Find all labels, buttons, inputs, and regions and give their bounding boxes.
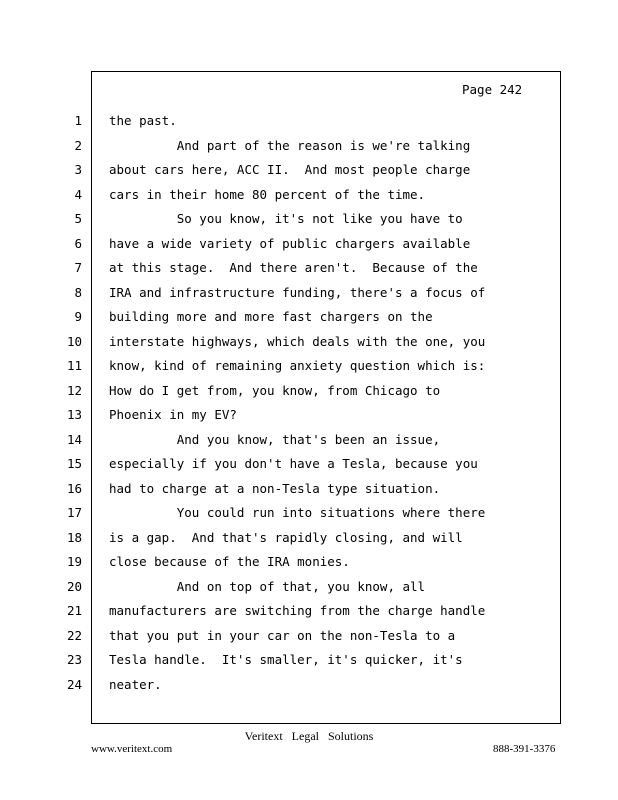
transcript-line: manufacturers are switching from the charge handle (109, 603, 486, 618)
line-number: 2 (74, 137, 82, 153)
line-number: 13 (66, 407, 82, 422)
line-number: 17 (66, 505, 82, 520)
line-number: 8 (74, 284, 82, 300)
line-number: 15 (66, 456, 82, 471)
page-number: Page 242 (462, 82, 523, 97)
transcript-line: had to charge at a non-Tesla type situation. (109, 480, 441, 496)
transcript-line: How do I get from, you know, from Chicago to (109, 382, 441, 398)
transcript-line: And on top of that, you know, all (109, 578, 426, 594)
transcript-line: at this stage. And there aren't. Because of the (109, 260, 478, 275)
transcript-line: So you know, it's not like you have to (109, 211, 463, 226)
transcript-line: is a gap. And that's rapidly closing, and will (109, 529, 463, 545)
line-number: 7 (74, 260, 82, 275)
transcript-text (109, 113, 534, 701)
line-number: 9 (74, 309, 82, 324)
transcript-line: have a wide variety of public chargers available (109, 235, 471, 251)
transcript-line: especially if you don't have a Tesla, because you (109, 456, 478, 471)
line-number: 22 (66, 627, 82, 643)
line-number: 16 (66, 480, 82, 496)
line-number: 4 (74, 186, 82, 202)
line-number: 5 (74, 211, 82, 226)
transcript-line: close because of the IRA monies. (109, 554, 350, 569)
line-number: 21 (66, 603, 82, 618)
transcript-line: the past. (109, 113, 177, 128)
transcript-line: Tesla handle. It's smaller, it's quicker, it's (109, 652, 463, 667)
transcript-line: about cars here, ACC II. And most people charge (109, 162, 471, 177)
line-number: 19 (66, 554, 82, 569)
footer-website: www.veritext.com (91, 743, 173, 755)
line-number: 10 (66, 333, 82, 349)
transcript-line: interstate highways, which deals with the one, you (109, 333, 486, 349)
transcript-line: And you know, that's been an issue, (109, 431, 441, 447)
footer-phone: 888-391-3376 (493, 743, 556, 755)
transcript-line: know, kind of remaining anxiety question which is: (109, 358, 486, 373)
line-number: 6 (74, 235, 82, 251)
line-number: 1 (74, 113, 82, 128)
transcript-line: building more and more fast chargers on the (109, 309, 433, 324)
line-number: 11 (66, 358, 82, 373)
line-number: 14 (66, 431, 82, 447)
transcript-line: IRA and infrastructure funding, there's a focus of (109, 284, 486, 300)
line-number-column (60, 113, 82, 701)
line-number: 18 (66, 529, 82, 545)
transcript-line: And part of the reason is we're talking (109, 137, 471, 153)
line-number: 24 (66, 676, 82, 692)
transcript-line: that you put in your car on the non-Tesla to a (109, 627, 456, 643)
transcript-line: cars in their home 80 percent of the time. (109, 186, 426, 202)
line-number: 12 (66, 382, 82, 398)
transcript-line: Phoenix in my EV? (109, 407, 237, 422)
line-number: 20 (66, 578, 82, 594)
transcript-line: neater. (109, 676, 162, 692)
line-number: 3 (74, 162, 82, 177)
line-number: 23 (66, 652, 82, 667)
footer-company: Veritext Legal Solutions (244, 729, 374, 743)
transcript-line: You could run into situations where there (109, 505, 486, 520)
